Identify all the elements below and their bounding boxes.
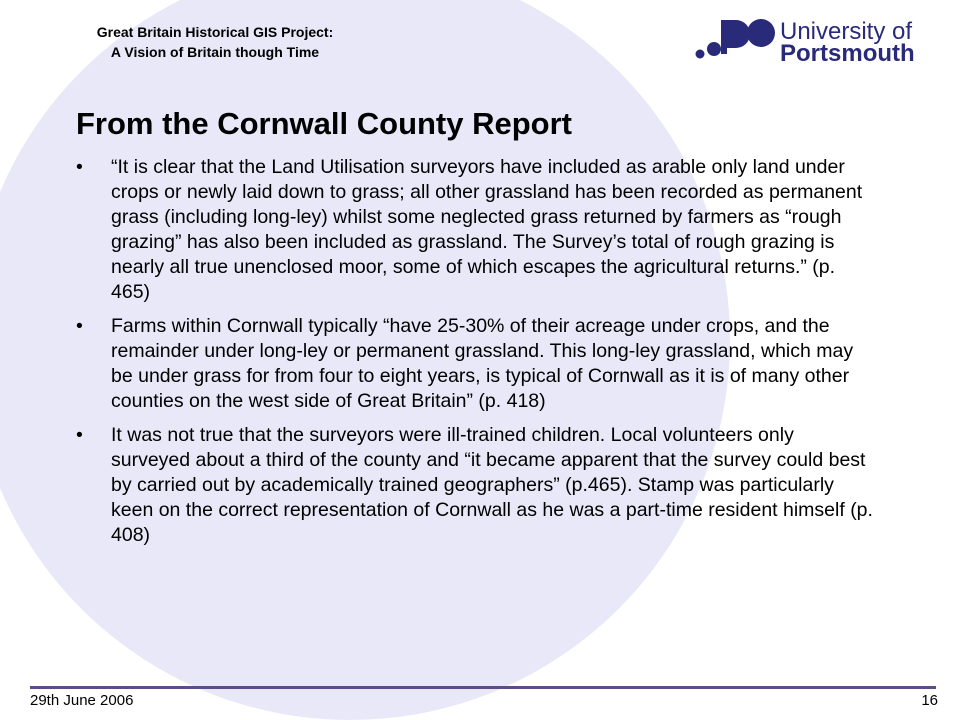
bullet-item <box>76 314 876 414</box>
bullet-item <box>76 423 876 548</box>
bullet-list <box>76 155 876 557</box>
project-header-line1: Great Britain Historical GIS Project: <box>96 24 334 40</box>
page-number: 16 <box>921 692 938 709</box>
bullet-text: “It is clear that the Land Utilisation surveyors have included as arable only land under crops or newly laid down to grass; all other grassland has been recorded as permanent grass (including long-ley) whilst some neglected grass returned by farmers as “rough grazing” has also been included as grassland. The Survey’s total of rough grazing is nearly all true unenclosed moor, some of which escapes the agricultural returns.” (p. 465) <box>111 156 863 303</box>
project-header-line2: A Vision of Britain though Time <box>110 44 320 60</box>
bullet-item <box>76 155 876 305</box>
bullet-text: It was not true that the surveyors were ill-trained children. Local volunteers only surveyed about a third of the county and “it became apparent that the survey could best by carried out by academically trained geographers” (p.465). Stamp was particularly keen on the correct representation of Cornwall as he was a part-time resident himself (p. 408) <box>111 424 873 546</box>
slide-title: From the Cornwall County Report <box>76 106 572 141</box>
university-name-line2: Portsmouth <box>780 40 915 67</box>
footer-divider <box>30 686 936 689</box>
university-logo <box>690 14 940 67</box>
bullet-marker: • <box>76 315 83 337</box>
footer-date: 29th June 2006 <box>30 692 134 709</box>
university-logo-mark-icon <box>690 14 780 64</box>
bullet-text: Farms within Cornwall typically “have 25-30% of their acreage under crops, and the remainder under long-ley or permanent grassland. This long-ley grassland, which may be under grass for from four to eight years, is typical of Cornwall as it is of many other counties on the west side of Great Britain” (p. 418) <box>111 315 854 412</box>
bullet-marker: • <box>76 424 83 446</box>
university-name-line1: University of <box>780 18 913 45</box>
bullet-marker: • <box>76 156 83 178</box>
project-header <box>40 22 390 62</box>
